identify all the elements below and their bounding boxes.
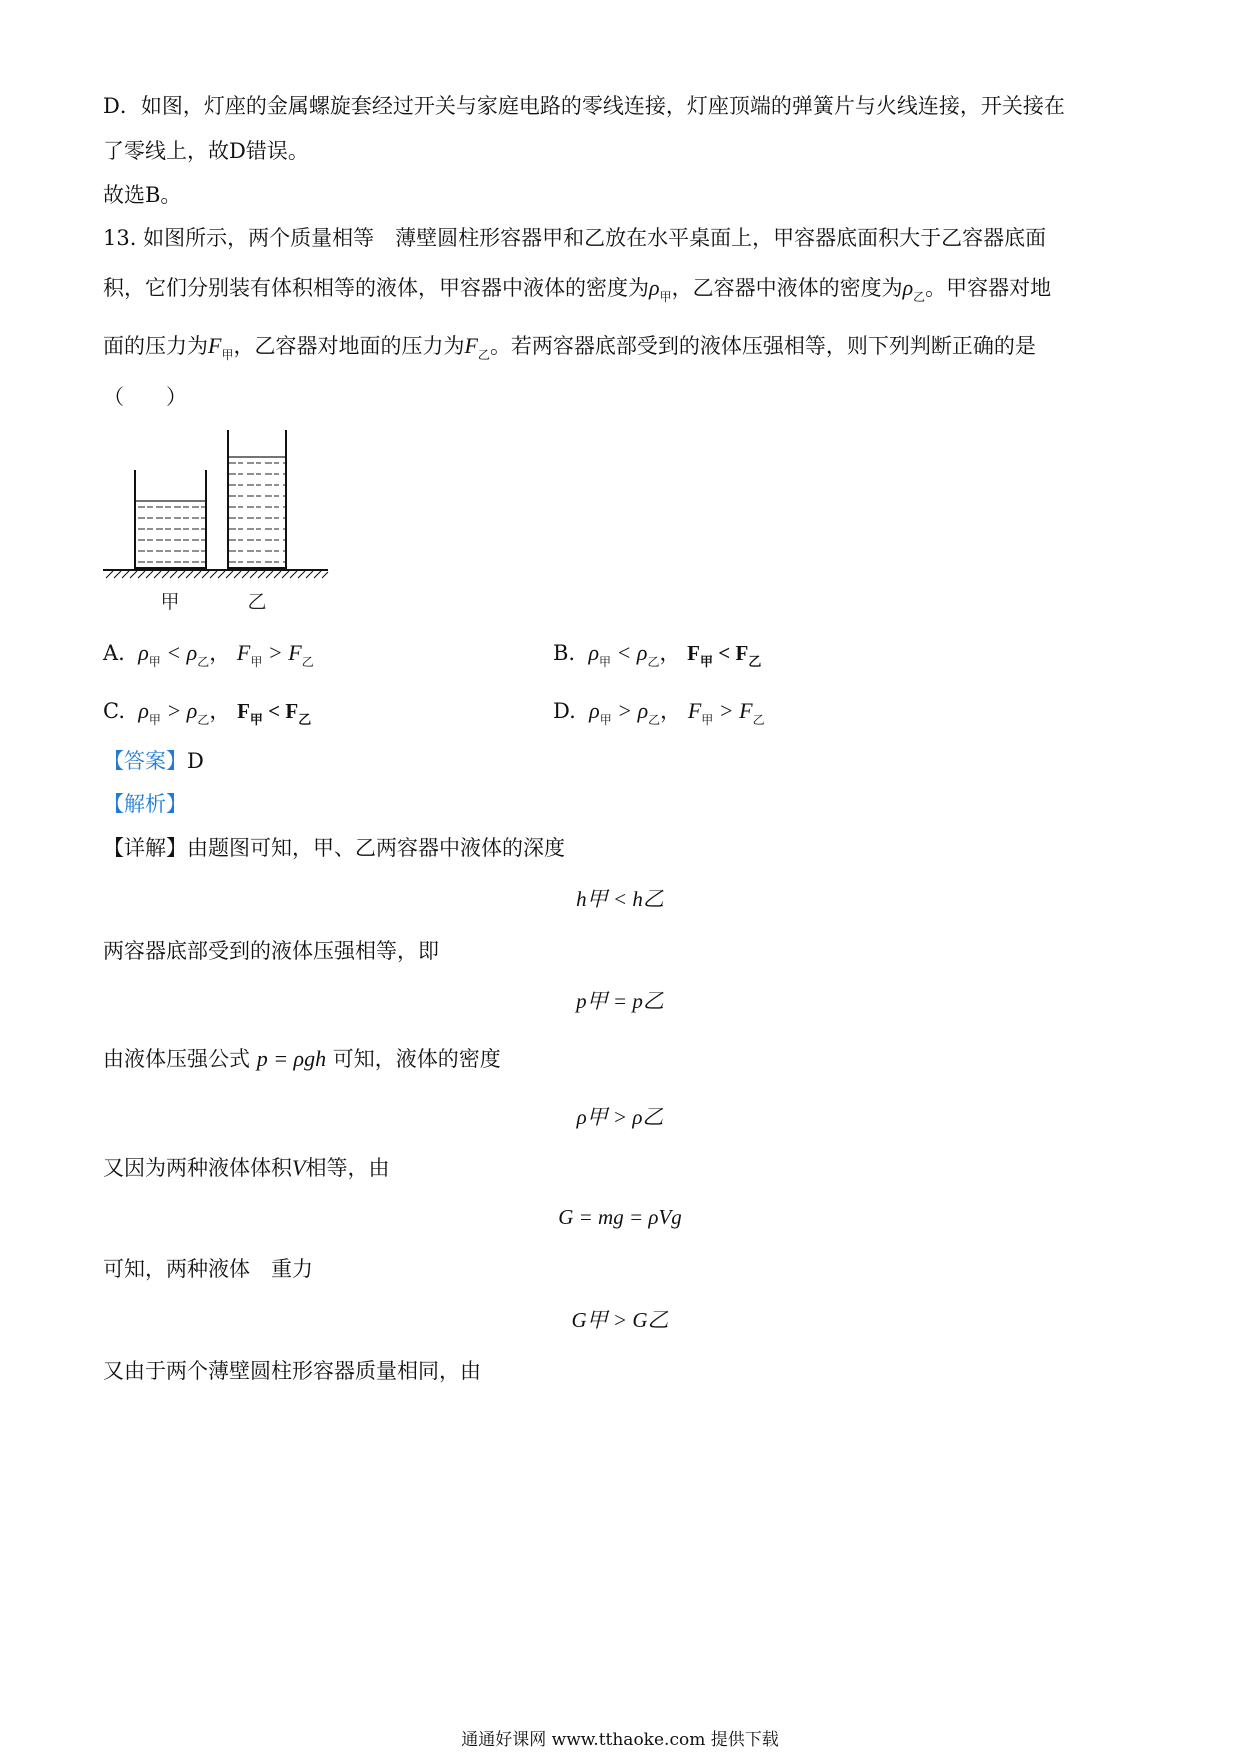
detail-line2: 两容器底部受到的液体压强相等，即 bbox=[103, 939, 439, 963]
equation-weight: G甲 > G乙 bbox=[571, 1308, 669, 1332]
question-line2: 积，它们分别装有体积相等的液体，甲容器中液体的密度为$\rho_甲$，乙容器中液体的密度为$\rho_乙$。甲容器对地 bbox=[103, 275, 1052, 304]
detail-line4: 又因为两种液体体积V相等，由 bbox=[103, 1155, 390, 1180]
option-a: A. $\rho_甲 < \rho_乙$， $F_甲 > F_乙$ bbox=[103, 640, 314, 669]
containers-figure bbox=[100, 425, 340, 635]
detail-line5: 可知，两种液体 重力 bbox=[103, 1257, 313, 1281]
detail-line6: 又由于两个薄壁圆柱形容器质量相同，由 bbox=[103, 1359, 481, 1383]
equation-gravity: G = mg = ρVg bbox=[558, 1205, 682, 1229]
question-line3: 面的压力为$F_甲$，乙容器对地面的压力为$F_乙$。若两容器底部受到的液体压强相等，则下列判断正确的是 bbox=[103, 333, 1036, 362]
answer-bracket: （ ） bbox=[103, 385, 187, 409]
answer-value: D bbox=[187, 749, 204, 773]
option-c: C. $\rho_甲 > \rho_乙$， $F_甲 < F_乙$ bbox=[103, 698, 312, 727]
label-jia: 甲 bbox=[160, 591, 180, 613]
option-b: B. $\rho_甲 < \rho_乙$， $F_甲 < F_乙$ bbox=[553, 640, 762, 669]
analysis-label: 【解析】 bbox=[103, 792, 187, 816]
container-yi-liquid bbox=[228, 457, 286, 567]
equation-pressure: p甲 = p乙 bbox=[576, 989, 664, 1013]
option-d-explanation-line2: 了零线上，故D错误。 bbox=[103, 139, 309, 163]
detail-line1: 【详解】由题图可知，甲、乙两容器中液体的深度 bbox=[103, 836, 565, 860]
equation-density: ρ甲 > ρ乙 bbox=[576, 1105, 664, 1129]
container-jia-liquid bbox=[135, 501, 206, 567]
equation-depth: h甲 < h乙 bbox=[576, 887, 664, 911]
option-d-explanation-line1: D．如图，灯座的金属螺旋套经过开关与家庭电路的零线连接，灯座顶端的弹簧片与火线连接，开关接在 bbox=[103, 94, 1065, 118]
question-line1: 13. 如图所示，两个质量相等 薄壁圆柱形容器甲和乙放在水平桌面上，甲容器底面积大于乙容器底面 bbox=[103, 226, 1047, 250]
prev-answer-choice: 故选B。 bbox=[103, 183, 182, 207]
footer-watermark: 通通好课网 www.tthaoke.com 提供下载 bbox=[461, 1730, 779, 1750]
label-yi: 乙 bbox=[247, 591, 267, 613]
detail-line3: 由液体压强公式 p = ρgh 可知，液体的密度 bbox=[103, 1046, 501, 1071]
option-d: D. $\rho_甲 > \rho_乙$， $F_甲 > F_乙$ bbox=[553, 698, 765, 727]
answer-line bbox=[103, 747, 204, 775]
ground-hatch bbox=[106, 571, 328, 578]
answer-label: 【答案】 bbox=[103, 749, 187, 773]
